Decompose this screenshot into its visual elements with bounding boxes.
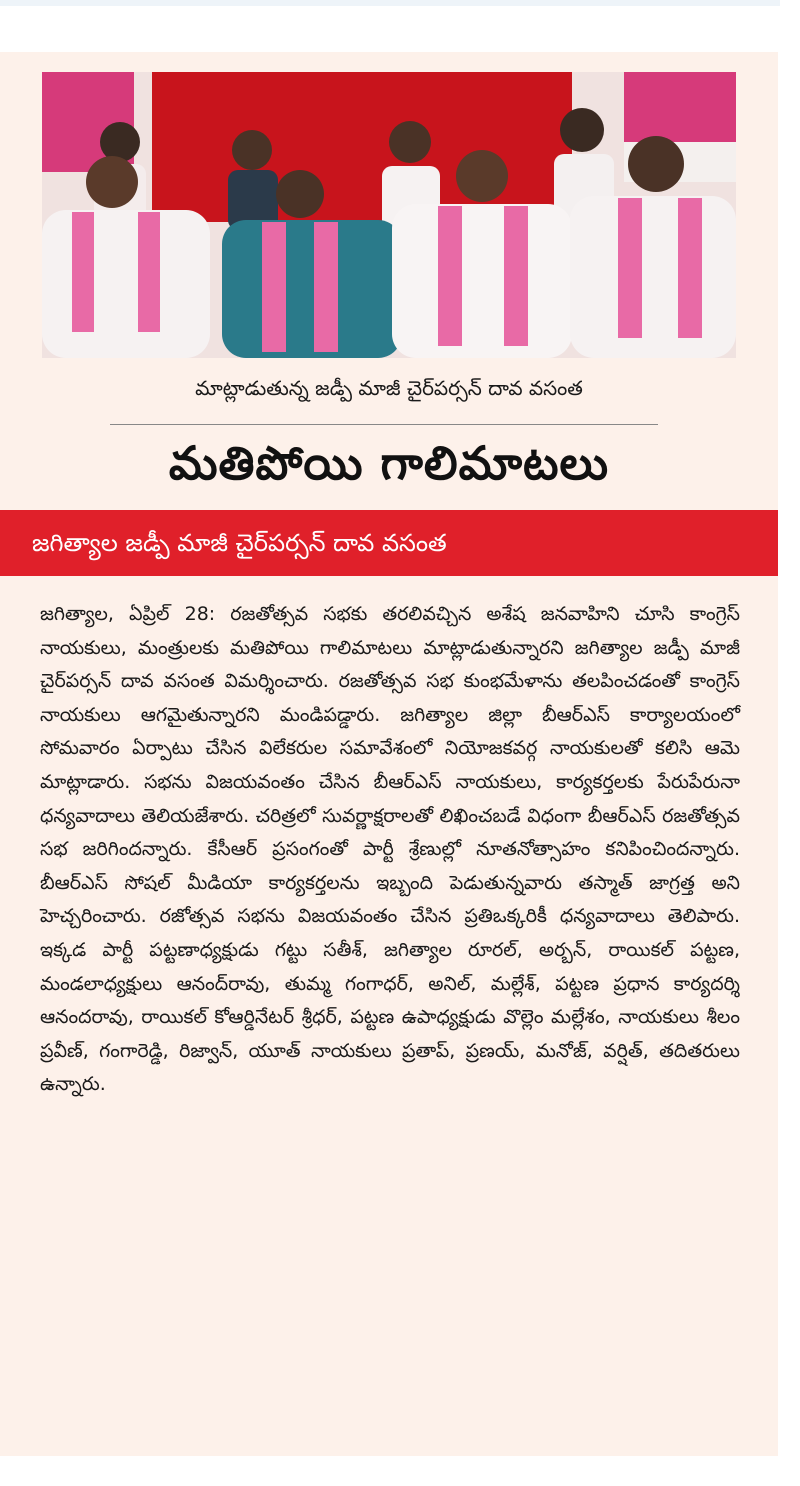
news-photo <box>42 72 736 358</box>
group-photo-icon <box>42 72 736 358</box>
article-body: జగిత్యాల, ఏప్రిల్ 28: రజతోత్సవ సభకు తరలివచ్చిన అశేష జనవాహిని చూసి కాంగ్రెస్ నాయకులు, మంత్రులకు మతిపోయి గాలిమాటలు మాట్లాడుతున్నారని జగిత్యాల జడ్పీ మాజీ చైర్‌పర్సన్ దావ వసంత విమర్శించారు. రజతోత్సవ సభ కుంభమేళాను తలపించడంతో కాంగ్రెస్ నాయకులు ఆగమైతున్నారని మండిపడ్డారు. జగిత్యాల జిల్లా బీఆర్‌ఎస్ కార్యాలయంలో సోమవారం ఏర్పాటు చేసిన విలేకరుల సమావేశంలో నియోజకవర్గ నాయకులతో కలిసి ఆమె మాట్లాడారు. సభను విజయవంతం చేసిన బీఆర్‌ఎస్ నాయకులు, కార్యకర్తలకు పేరుపేరునా ధన్యవాదాలు తెలియజేశారు. చరిత్రలో సువర్ణాక్షరాలతో లిఖించబడే విధంగా బీఆర్‌ఎస్ రజతోత్సవ సభ జరిగిందన్నారు. కేసీఆర్ ప్రసంగంతో పార్టీ శ్రేణుల్లో నూతనోత్సాహం కనిపించిందన్నారు. బీఆర్‌ఎస్ సోషల్ మీడియా కార్యకర్తలను ఇబ్బంది పెడుతున్నవారు తస్మాత్ జాగ్రత్త అని హెచ్చరించారు. రజోత్సవ సభను విజయవంతం చేసిన ప్రతిఒక్కరికీ ధన్యవాదాలు తెలిపారు. ఇక్కడ పార్టీ పట్టణాధ్యక్షుడు గట్టు సతీశ్, జగిత్యాల రూరల్, అర్బన్, రాయికల్ పట్టణ, మండలాధ్యక్షులు ఆనంద్‌రావు, తుమ్మ గంగాధర్, అనిల్, మల్లేశ్, పట్టణ ప్రధాన కార్యదర్శి ఆనందరావు, రాయికల్ కోఆర్డినేటర్ శ్రీధర్, పట్టణ ఉపాధ్యక్షుడు వొల్లెం మల్లేశం, నాయకులు శీలం ప్రవీణ్, గంగారెడ్డి, రిజ్వాన్, యూత్ నాయకులు ప్రతాప్, ప్రణయ్, మనోజ్, వర్షిత్, తదితరులు ఉన్నారు. <box>40 603 740 1096</box>
caption-divider <box>110 424 658 425</box>
news-clipping <box>0 52 778 1456</box>
photo-caption: మాట్లాడుతున్న జడ్పీ మాజీ చైర్‌పర్సన్ దావ వసంత <box>195 376 583 400</box>
subheadline: జగిత్యాల జడ్పీ మాజీ చైర్‌పర్సన్ దావ వసంత <box>0 510 778 576</box>
headline: మతిపోయి గాలిమాటలు <box>168 436 610 490</box>
top-strip <box>0 0 780 6</box>
